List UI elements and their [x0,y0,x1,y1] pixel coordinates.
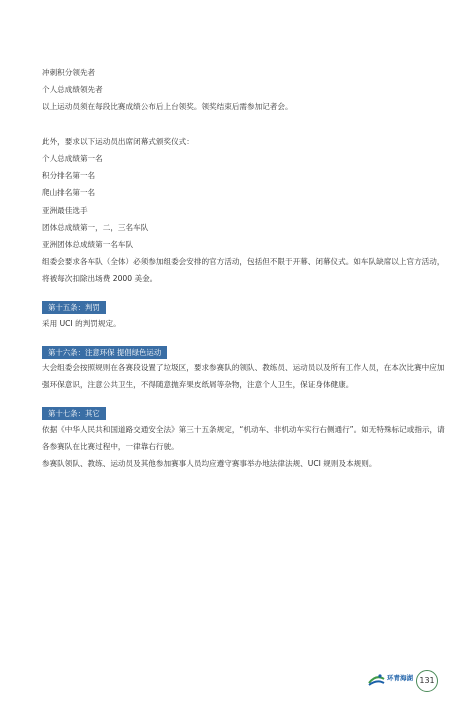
section-heading: 第十五条：判罚 [42,301,106,314]
text-line: 以上运动员须在每段比赛成绩公布后上台领奖。领奖结束后需参加记者会。 [42,102,293,112]
section-heading-row [42,342,446,359]
cyclist-logo-icon [368,673,385,688]
text-line: 亚洲最佳选手 [42,205,88,215]
text-line: 个人总成绩领先者 [42,85,103,95]
text-line: 爬山排名第一名 [42,188,96,198]
document-body [42,64,446,472]
section-heading: 第十六条：注意环保 提倡绿色运动 [42,346,167,359]
text-line: 亚洲团体总成绩第一名车队 [42,239,134,249]
paragraph: 依据《中华人民共和国道路交通安全法》第三十五条规定，“机动车、非机动车实行右侧通行”。如无特殊标记或指示，请各参赛队在比赛过程中，一律靠右行驶。 [42,424,445,451]
paragraph: 大会组委会按照规则在各赛段设置了垃圾区，要求参赛队的领队、教练员、运动员以及所有工作人员，在本次比赛中应加强环保意识，注意公共卫生，不得随意抛弃果皮纸屑等杂物，注意个人卫生，保证身体健康。 [42,363,445,390]
page-footer [368,670,448,692]
blank-line [42,116,446,133]
text-line: 此外，要求以下运动员出席闭幕式颁奖仪式： [42,136,194,146]
paragraph: 参赛队领队、教练、运动员及其他参加赛事人员均应遵守赛事举办地法律法规、UCI 规则及本规则。 [42,459,377,469]
event-logo [368,672,412,690]
page-number: 131 [416,670,438,692]
text-line: 积分排名第一名 [42,171,96,181]
section-heading-row [42,403,446,420]
text-line: 个人总成绩第一名 [42,153,103,163]
text-line: 团体总成绩第一，二，三名车队 [42,222,149,232]
logo-text: 环青海湖 [387,674,413,682]
paragraph: 组委会要求各车队（全体）必须参加组委会安排的官方活动，包括但不限于开幕、闭幕仪式。如车队缺席以上官方活动，将被每次扣除出场费 2000 美金。 [42,257,445,284]
section-heading: 第十七条：其它 [42,407,106,420]
text-line: 冲刺积分领先者 [42,68,96,77]
paragraph: 采用 UCI 的判罚规定。 [42,318,121,328]
section-heading-row [42,297,446,314]
